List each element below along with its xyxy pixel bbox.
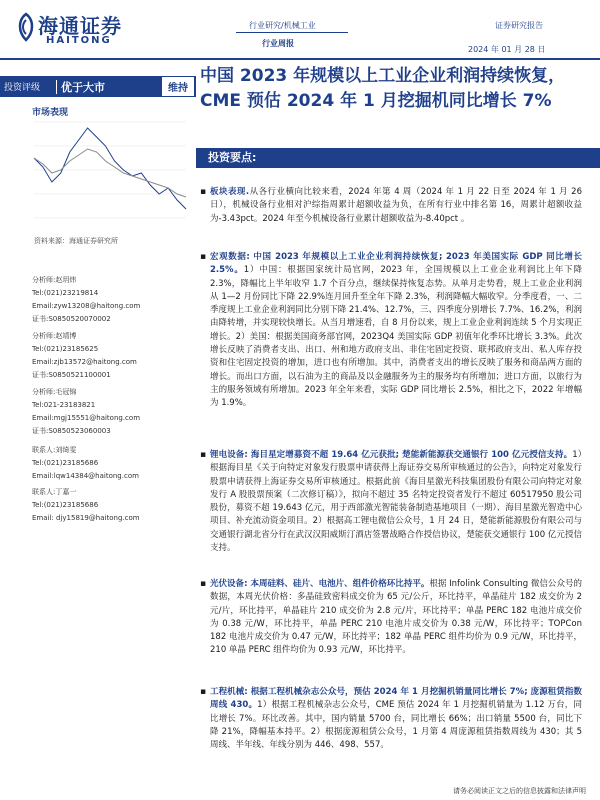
bullet-text: 1）根据海目星《关于向特定对象发行股票申请获得上海证券交易所审核通过的公告》，向特定对象发行股票申请获得上海证券交易所审核通过。根据此前《海目星激光科技集团股份有限公司向特定对象发行 A 股股票预案（二次修订稿）》，拟向不超过 35 名特定投资者发行不超过 60517950 股公司股份，募资不超 19.643 亿元，用于西部激光智能装备制造基地项目（一期）、海目星激光智造中心项目、补充流动资金项目。2）根据高工锂电微信公众号，1 月 24 日，楚能新能源股份有限公司与交通银行湖北省分行在武汉汉阳威斯汀酒店签署战略合作授信协议，楚能获交通银行 100 亿元授信支持。 [210, 450, 582, 554]
market-title: 市场表现 [32, 108, 69, 118]
bullet-pv-equipment [210, 578, 582, 658]
header-rule [0, 58, 600, 60]
analyst-name: 联系人:刘绮雯 [32, 446, 77, 454]
industry-label: 行业研究/机械工业 [249, 21, 316, 30]
analyst-name: 分析师:赵玥炜 [32, 276, 77, 284]
logo-english: HAITONG [46, 35, 112, 46]
analyst-name: 联系人:丁嘉一 [32, 488, 77, 496]
page-title: 中国 2023 年规模以上工业企业利润持续恢复，CME 预估 2024 年 1 月挖掘机同比增长 7% [200, 66, 566, 111]
bullet-lithium-equipment [210, 449, 582, 555]
header-divider [236, 32, 348, 33]
bullet-text: 从各行业横向比较来看，2024 年第 4 周（2024 年 1 月 22 日至 2024 年 1 月 26 日），机械设备行业相对沪综指周累计超额收益为负，在所有行业中排名第 16，周累计超额收益为-3.43pct。2024 年至今机械设备行业累计超额收益为-8.40pct 。 [210, 187, 582, 224]
analyst-email[interactable]: Email:mgj15551@haitong.com [32, 414, 141, 422]
footer-disclaimer: 请务必阅读正文之后的信息披露和法律声明 [453, 787, 586, 795]
rating-label: 投资评级 [4, 83, 41, 93]
chart-series-line [34, 149, 186, 197]
analyst-name: 分析师:赵靖博 [32, 332, 77, 340]
bullet-text: 1）根据工程机械杂志公众号，CME 预估 2024 年 1 月挖掘机销量为 1.12 万台，同比增长 7%。环比改善。其中，国内销量 5700 台，同比增长 66%；出口销量 5500 台，同比下降 21%，降幅基本持平。2）根据庞源租赁公众号，1 月第 4 周庞源租赁指数周线为 430；其 5 周线、半年线、年线分别为 446、498、557。 [210, 700, 583, 751]
bullet-text: 1）中国：根据国家统计局官网，2023 年，全国规模以上工业企业利润比上年下降 2.3%，降幅比上半年收窄 1.7 个百分点，继续保持恢复态势。从单月走势看，规上工业企业利润从 1—2 月份同比下降 22.9%连月回升至全年下降 2.3%，利润降幅大幅收窄。分季度看，一、二季度规上工业企业利润同比分别下降 21.4%、12.7%，三、四季度分别增长 7.7%、16.2%，利润由降转增，并实现较快增长。从当月增速看，自 8 月份以来，规上工业企业利润连续 5 个月实现正增长。2）美国：根据美国商务部官网，2023Q4 美国实际 GDP 初值年化季环比增长 3.3%。此次增长反映了消费者支出、出口、州和地方政府支出、非住宅固定投资、联邦政府支出、私人库存投资和住宅固定投资的增加，进口也有所增加。其中，消费者支出的增长反映了服务和商品两方面的增长。而出口方面，以石油为主的商品及以金融服务为主的服务均有所增加；进口方面，以旅行为主的服务领域有所增加。2023 年全年来看，实际 GDP 同比增长 2.5%，相比之下，2022 年增幅为 1.9%。 [210, 265, 583, 409]
bullet-construction-machinery [210, 686, 582, 752]
report-category: 行业周报 [262, 39, 294, 48]
bullet-macro-data [210, 251, 582, 411]
analyst-cert: 证书:S0850520070002 [32, 315, 111, 323]
analyst-email[interactable]: Email:zyw13208@haitong.com [32, 302, 141, 310]
analyst-cert: 证书:S0850523060003 [32, 427, 111, 435]
analyst-email[interactable]: Email:lqw14384@haitong.com [32, 472, 139, 480]
analyst-name: 分析师:毛冠锦 [32, 388, 77, 396]
bullet-text: 根据 Infolink Consulting 微信公众号的数据，本周光伏价格：多晶硅致密料成交价为 65 元/公斤，环比持平，单晶硅片 182 成交价为 2 元/片，环比持平，单晶硅片 210 成交价为 2.8 元/片，环比持平；单晶 PERC 182 电池片成交价为 0.38 元/W，环比持平，单晶 PERC 210 电池片成交价为 0.38 元/W，环比持平；TOPCon 182 电池片成交价为 0.47 元/W，环比持平；182 单晶 PERC 组件均价为 0.9 元/W，环比持平，210 单晶 PERC 组件均价为 0.93 元/W，环比持平。 [210, 579, 582, 656]
rating-bar [0, 76, 196, 97]
analyst-tel: Tel:(021)23219814 [32, 289, 99, 297]
logo-mark-icon [14, 12, 38, 42]
analyst-block [32, 486, 140, 525]
logo-text: 海通证券 [38, 14, 122, 38]
report-type: 证券研究报告 [495, 21, 543, 30]
bullet-head: 宏观数据: 中国 2023 年规模以上工业企业利润持续恢复; 2023 年美国实际 GDP 同比增长 2.5%。 [210, 252, 582, 276]
market-chart [30, 118, 190, 228]
chart-series-line [34, 128, 186, 209]
bullet-sector-performance [210, 186, 582, 226]
analyst-block [32, 274, 140, 326]
chart-grid [34, 122, 186, 218]
analyst-tel: Tel:021-23183821 [32, 401, 96, 409]
bullet-head: 板块表现. [210, 187, 250, 197]
analyst-cert: 证书:S0850521100001 [32, 371, 111, 379]
chart-lines [34, 128, 186, 209]
report-date: 2024 年 01 月 28 日 [468, 45, 546, 54]
chart-source: 资料来源：海通证券研究所 [34, 237, 118, 245]
analyst-block [32, 386, 140, 438]
key-points-label: 投资要点: [208, 151, 257, 164]
analyst-block [32, 444, 139, 483]
rating-hold-badge: 维持 [162, 77, 194, 96]
bullet-head: 锂电设备: 海目星定增募资不超 19.64 亿元获批; 楚能新能源获交通银行 100 亿元授信支持。 [210, 450, 573, 460]
analyst-block [32, 330, 137, 382]
analyst-email[interactable]: Email:zjb13572@haitong.com [32, 358, 137, 366]
analyst-email[interactable]: Email: djy15819@haitong.com [32, 514, 140, 522]
analyst-tel: Tel:(021)23185625 [32, 345, 99, 353]
key-points-bar [196, 148, 600, 168]
analyst-tel: Tel:(021)23185686 [32, 459, 99, 467]
analyst-tel: Tel:(021)23185686 [32, 501, 99, 509]
rating-value: 优于大市 [61, 80, 105, 94]
rating-separator [56, 80, 57, 94]
bullet-head: 光伏设备: 本周硅料、硅片、电池片、组件价格环比持平。 [210, 579, 430, 589]
bullet-head: 工程机械: 根据工程机械杂志公众号，预估 2024 年 1 月挖掘机销量同比增长 7%; 庞源租赁指数周线 430。 [210, 687, 582, 711]
